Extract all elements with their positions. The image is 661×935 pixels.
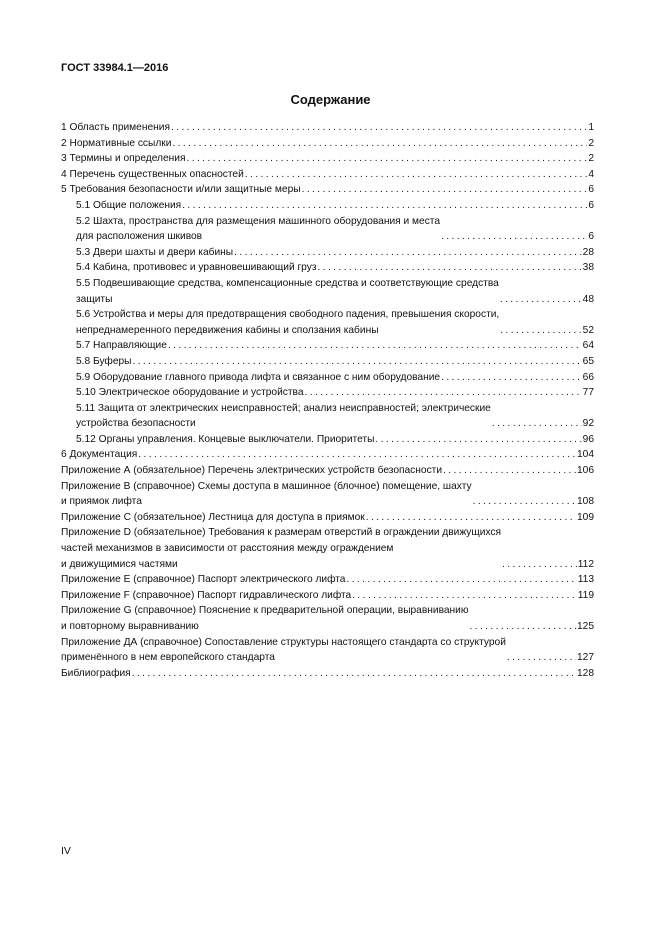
toc-entry[interactable] xyxy=(61,151,594,167)
toc-entry[interactable] xyxy=(61,198,594,214)
toc-entry-page: 4 xyxy=(588,168,594,180)
dot-leader xyxy=(507,650,576,666)
toc-entry[interactable] xyxy=(61,510,594,526)
toc-entry[interactable] xyxy=(61,214,594,245)
toc-entry[interactable] xyxy=(61,447,594,463)
toc-entry-title: 5.2 Шахта, пространства для размещения машинного оборудования и места для расположения шкивов xyxy=(76,215,441,243)
toc-entry[interactable] xyxy=(61,401,594,432)
toc-entry-title: Приложение Е (справочное) Паспорт электрического лифта xyxy=(61,574,346,586)
page-number: IV xyxy=(61,845,71,857)
toc-entry-page: 104 xyxy=(577,449,594,461)
dot-leader xyxy=(352,588,577,604)
toc-entry-page: 119 xyxy=(577,589,594,601)
toc-entry-page: 48 xyxy=(582,293,594,305)
dot-leader xyxy=(245,167,588,183)
dot-leader xyxy=(492,416,582,432)
toc-entry-title: 5.7 Направляющие xyxy=(76,340,167,352)
toc-entry-title: Приложение В (справочное) Схемы доступа в машинное (блочное) помещение, шахту и приямок лифта xyxy=(61,480,472,508)
toc-entry[interactable] xyxy=(61,136,594,152)
toc-entry[interactable] xyxy=(61,603,594,634)
toc-entry[interactable] xyxy=(61,182,594,198)
toc-entry-title: Приложение ДА (справочное) Сопоставление структуры настоящего стандарта со структурой применённого в нем европейского стандарта xyxy=(61,636,506,664)
toc-entry-page: 127 xyxy=(577,652,594,664)
dot-leader xyxy=(366,510,576,526)
dot-leader xyxy=(234,245,582,261)
toc-entry-page: 109 xyxy=(577,511,594,523)
dot-leader xyxy=(502,557,577,573)
toc-entry-page: 77 xyxy=(582,387,594,399)
dot-leader xyxy=(186,151,587,167)
toc-entry-title: Приложение D (обязательное) Требования к размерам отверстий в ограждении движущихся частей механизмов в зависимости от расстояния между ограждением и движущимися частями xyxy=(61,527,502,570)
toc-entry-page: 65 xyxy=(582,355,594,367)
toc-entry-page: 6 xyxy=(588,184,594,196)
toc-entry-page: 92 xyxy=(582,418,594,430)
toc-entry-page: 2 xyxy=(588,153,594,165)
toc-entry-title: 6 Документация xyxy=(61,449,138,461)
toc-entry-page: 112 xyxy=(577,558,594,570)
toc-entry-page: 125 xyxy=(577,621,594,632)
toc-entry[interactable] xyxy=(61,167,594,183)
dot-leader xyxy=(302,182,588,198)
toc-entry[interactable] xyxy=(61,338,594,354)
toc-entry-page: 128 xyxy=(577,667,594,679)
toc-entry-page: 52 xyxy=(582,324,594,336)
toc-entry-page: 66 xyxy=(582,371,594,383)
toc-entry[interactable] xyxy=(61,463,594,479)
dot-leader xyxy=(138,447,576,463)
toc-entry-page: 38 xyxy=(582,262,594,274)
toc-entry-page: 108 xyxy=(577,496,594,508)
toc-entry-title: 5.1 Общие положения xyxy=(76,199,182,211)
dot-leader xyxy=(346,572,576,588)
toc-entry-title: 2 Нормативные ссылки xyxy=(61,137,172,149)
toc-entry[interactable] xyxy=(61,354,594,370)
toc-entry[interactable] xyxy=(61,588,594,604)
toc-entry-title: 5.10 Электрическое оборудование и устройства xyxy=(76,387,304,399)
dot-leader xyxy=(443,463,576,479)
dot-leader xyxy=(473,494,576,510)
toc-entry[interactable] xyxy=(61,385,594,401)
toc-entry-page: 113 xyxy=(577,574,594,586)
toc-entry-page: 6 xyxy=(588,199,594,211)
toc-entry[interactable] xyxy=(61,245,594,261)
toc-entry-title: 5.9 Оборудование главного привода лифта и связанное с ним оборудование xyxy=(76,371,441,383)
toc-entry[interactable] xyxy=(61,666,594,682)
toc-entry-title: 3 Термины и определения xyxy=(61,153,186,165)
toc-entry[interactable] xyxy=(61,635,594,666)
toc-entry-page: 28 xyxy=(582,246,594,258)
dot-leader xyxy=(305,385,582,401)
dot-leader xyxy=(441,370,582,386)
toc-entry-page: 64 xyxy=(582,340,594,352)
toc-entry[interactable] xyxy=(61,307,594,338)
toc-entry-page: 106 xyxy=(577,465,594,477)
toc-entry[interactable] xyxy=(61,370,594,386)
toc-entry-page: 1 xyxy=(588,122,594,133)
toc-entry[interactable] xyxy=(61,572,594,588)
toc-entry-page: 96 xyxy=(582,433,594,445)
toc-entry-title: Приложение F (справочное) Паспорт гидравлического лифта xyxy=(61,589,352,601)
toc-entry-title: 5.6 Устройства и меры для предотвращения свободного падения, превышения скорости, непреднамеренного передвижения кабины и сползания кабины xyxy=(76,309,500,336)
toc-entry-page: 6 xyxy=(588,231,594,243)
toc-entry-title: 5.5 Подвешивающие средства, компенсационные средства и соответствующие средства защиты xyxy=(76,277,499,305)
toc-entry-title: 5 Требования безопасности и/или защитные меры xyxy=(61,184,301,196)
dot-leader xyxy=(500,292,582,308)
toc-entry-title: 5.3 Двери шахты и двери кабины xyxy=(76,246,234,258)
toc-entry[interactable] xyxy=(61,525,594,572)
toc-entry[interactable] xyxy=(61,120,594,136)
toc-entry[interactable] xyxy=(61,260,594,276)
toc-entry-title: Приложение С (обязательное) Лестница для доступа в приямок xyxy=(61,511,365,523)
toc-entry-page: 2 xyxy=(588,137,594,149)
toc-entry-title: 5.12 Органы управления. Концевые выключатели. Приоритеты xyxy=(76,433,375,445)
dot-leader xyxy=(375,432,581,448)
toc-entry[interactable] xyxy=(61,432,594,448)
dot-leader xyxy=(168,338,582,354)
toc-entry-title: 5.11 Защита от электрических неисправностей; анализ неисправностей; электрические устройства безопасности xyxy=(76,402,491,430)
toc-entry-title: 1 Область применения xyxy=(61,122,170,133)
dot-leader xyxy=(132,666,576,682)
dot-leader xyxy=(171,120,587,136)
dot-leader xyxy=(318,260,582,276)
dot-leader xyxy=(500,323,581,339)
toc-entry-title: Приложение G (справочное) Пояснение к предварительной операции, выравниванию и повторному выравниванию xyxy=(61,605,469,632)
toc-entry[interactable] xyxy=(61,479,594,510)
dot-leader xyxy=(441,229,587,245)
toc-entry-title: Приложение А (обязательное) Перечень электрических устройств безопасности xyxy=(61,465,443,477)
toc-entry[interactable] xyxy=(61,276,594,307)
dot-leader xyxy=(470,619,577,635)
toc-entry-title: Библиография xyxy=(61,667,131,679)
page-title: Содержание xyxy=(290,92,371,107)
document-code: ГОСТ 33984.1—2016 xyxy=(61,62,169,74)
dot-leader xyxy=(172,136,587,152)
dot-leader xyxy=(182,198,587,214)
toc-entry-title: 5.4 Кабина, противовес и уравновешивающий груз xyxy=(76,262,317,274)
dot-leader xyxy=(132,354,581,370)
toc-entry-title: 4 Перечень существенных опасностей xyxy=(61,168,244,180)
table-of-contents xyxy=(61,120,594,681)
toc-entry-title: 5.8 Буферы xyxy=(76,355,132,367)
